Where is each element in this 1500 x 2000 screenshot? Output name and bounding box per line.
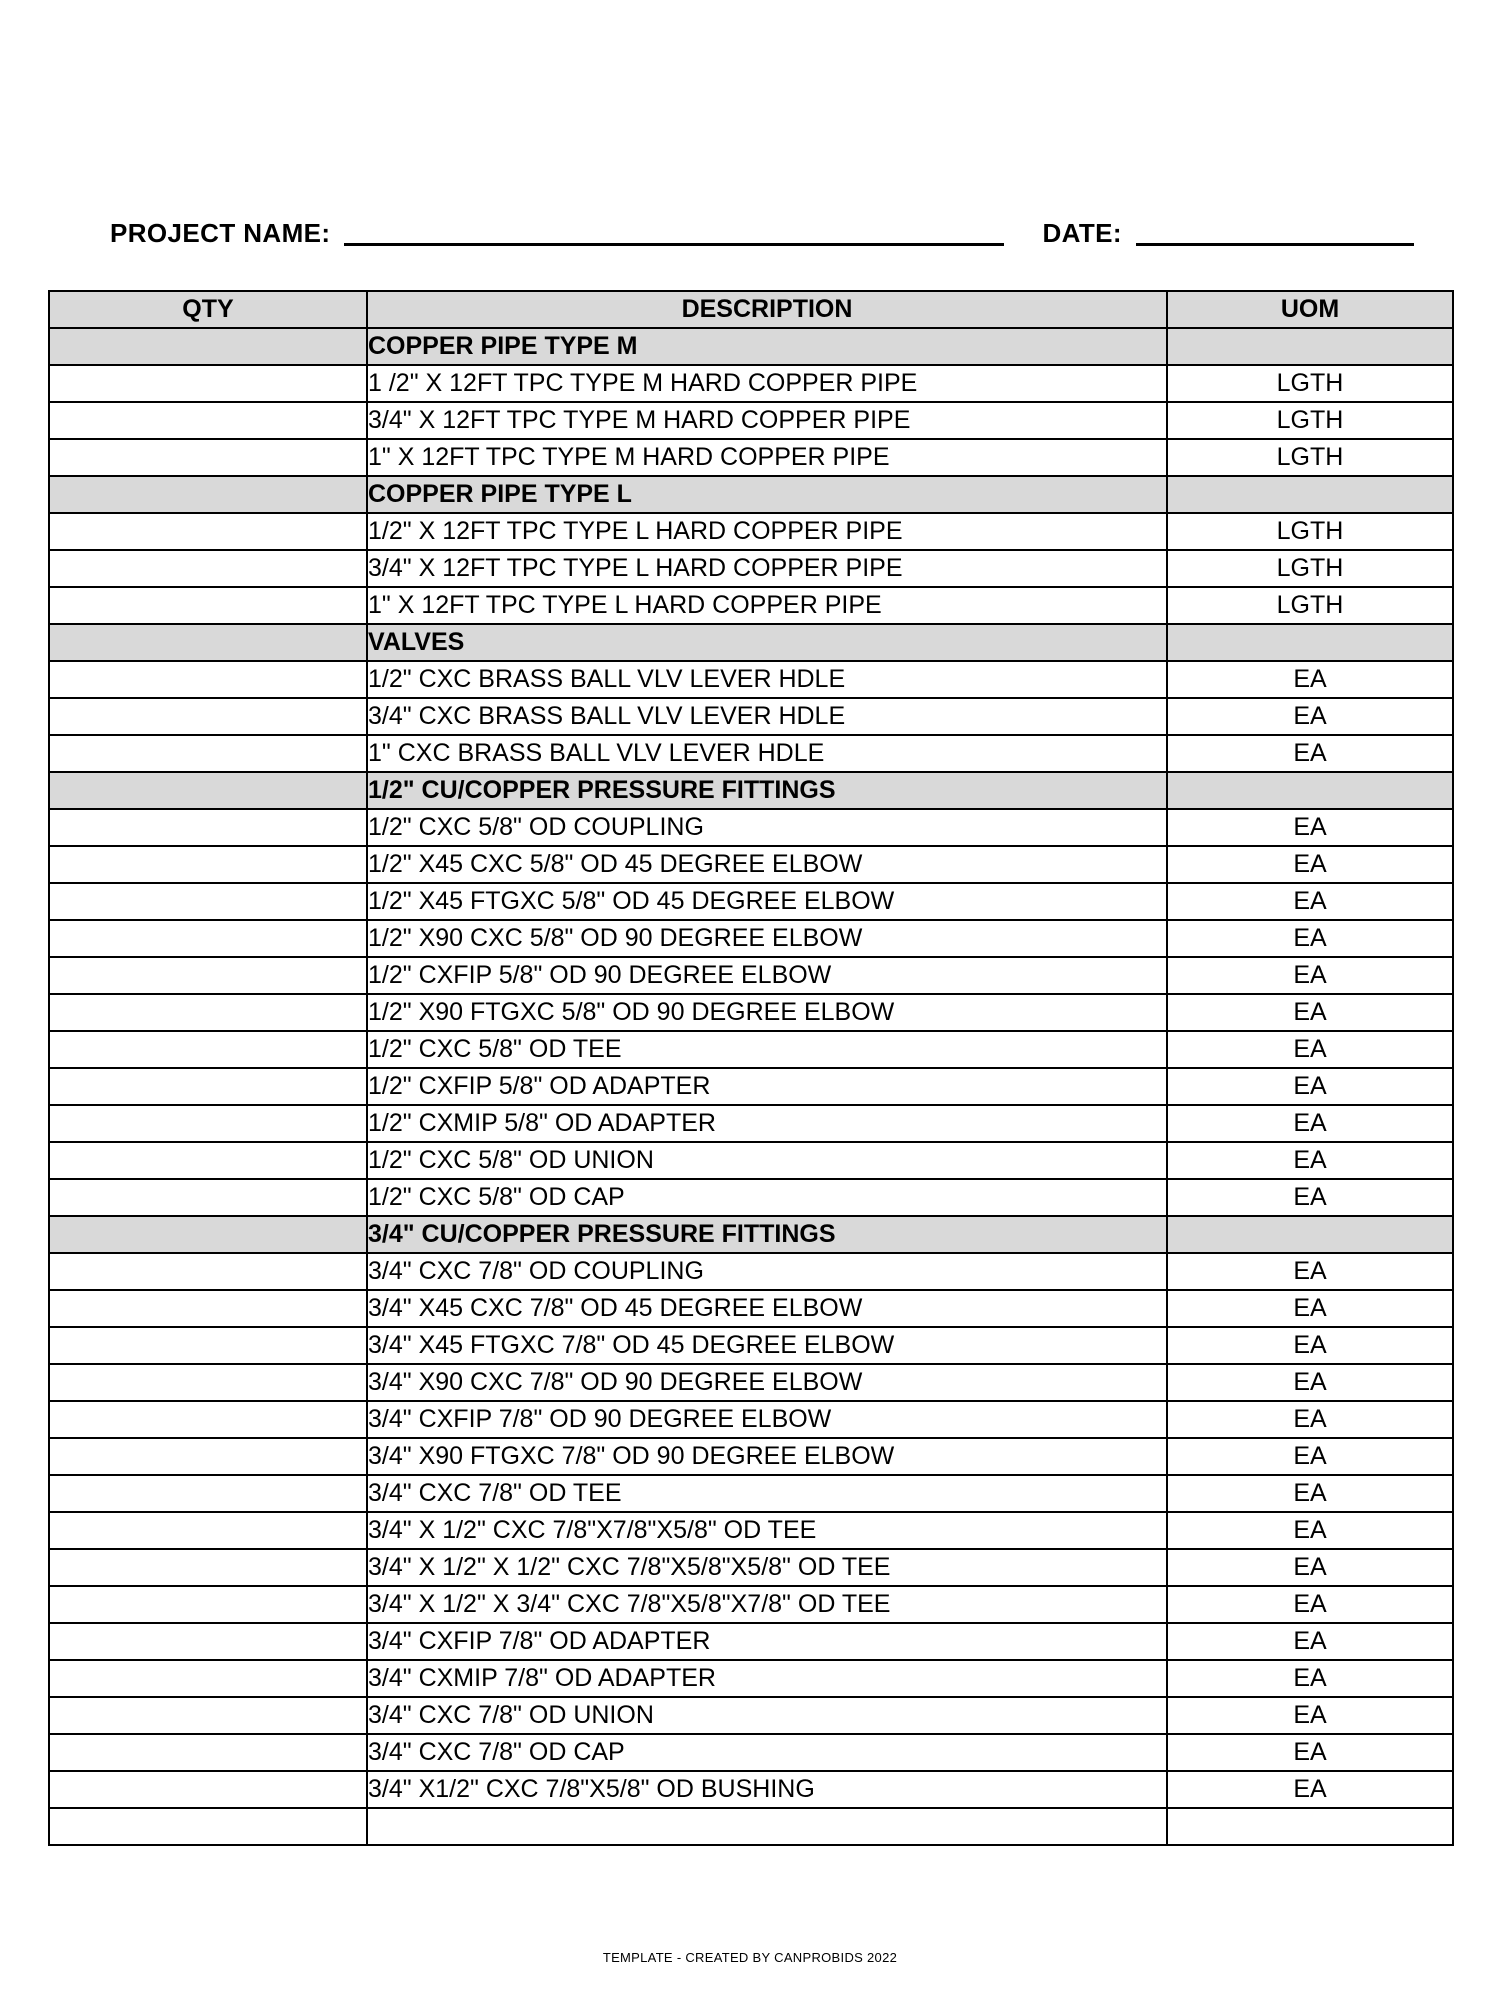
description-cell: 3/4" CXC 7/8" OD COUPLING xyxy=(367,1253,1167,1290)
table-row xyxy=(49,1549,1453,1586)
uom-cell: EA xyxy=(1167,1253,1453,1290)
uom-cell: EA xyxy=(1167,1364,1453,1401)
qty-cell[interactable] xyxy=(49,1364,367,1401)
table-row xyxy=(49,1697,1453,1734)
uom-cell: EA xyxy=(1167,1697,1453,1734)
table-row xyxy=(49,550,1453,587)
qty-cell[interactable] xyxy=(49,1179,367,1216)
uom-cell: EA xyxy=(1167,1031,1453,1068)
table-row xyxy=(49,1364,1453,1401)
qty-cell[interactable] xyxy=(49,1031,367,1068)
qty-cell[interactable] xyxy=(49,328,367,365)
table-row xyxy=(49,439,1453,476)
uom-cell: LGTH xyxy=(1167,365,1453,402)
qty-cell[interactable] xyxy=(49,550,367,587)
uom-cell: EA xyxy=(1167,1623,1453,1660)
uom-cell: EA xyxy=(1167,1549,1453,1586)
uom-cell: EA xyxy=(1167,1438,1453,1475)
qty-cell[interactable] xyxy=(49,661,367,698)
description-cell: 3/4" CXC 7/8" OD CAP xyxy=(367,1734,1167,1771)
uom-cell: EA xyxy=(1167,1105,1453,1142)
description-cell: 1" X 12FT TPC TYPE M HARD COPPER PIPE xyxy=(367,439,1167,476)
qty-cell[interactable] xyxy=(49,698,367,735)
qty-cell[interactable] xyxy=(49,439,367,476)
qty-cell[interactable] xyxy=(49,513,367,550)
uom-cell: LGTH xyxy=(1167,513,1453,550)
description-cell: 1/2" CXC 5/8" OD TEE xyxy=(367,1031,1167,1068)
qty-cell[interactable] xyxy=(49,1771,367,1808)
qty-cell[interactable] xyxy=(49,735,367,772)
qty-cell[interactable] xyxy=(49,1623,367,1660)
column-header-uom: UOM xyxy=(1167,291,1453,328)
table-row xyxy=(49,1734,1453,1771)
uom-cell: EA xyxy=(1167,735,1453,772)
table-section-row xyxy=(49,624,1453,661)
qty-cell[interactable] xyxy=(49,402,367,439)
qty-cell[interactable] xyxy=(49,994,367,1031)
qty-cell[interactable] xyxy=(49,1105,367,1142)
uom-cell: EA xyxy=(1167,920,1453,957)
description-cell: 3/4" X 12FT TPC TYPE M HARD COPPER PIPE xyxy=(367,402,1167,439)
qty-cell[interactable] xyxy=(49,1586,367,1623)
section-title-cell: 1/2" CU/COPPER PRESSURE FITTINGS xyxy=(367,772,1167,809)
description-cell: 3/4" X 1/2" CXC 7/8"X7/8"X5/8" OD TEE xyxy=(367,1512,1167,1549)
uom-cell: EA xyxy=(1167,1512,1453,1549)
description-cell: 1" X 12FT TPC TYPE L HARD COPPER PIPE xyxy=(367,587,1167,624)
table-row xyxy=(49,402,1453,439)
table-row xyxy=(49,1068,1453,1105)
table-row xyxy=(49,883,1453,920)
table-row xyxy=(49,1660,1453,1697)
description-cell: 1/2" X 12FT TPC TYPE L HARD COPPER PIPE xyxy=(367,513,1167,550)
description-cell: 1/2" CXC 5/8" OD CAP xyxy=(367,1179,1167,1216)
uom-cell: EA xyxy=(1167,994,1453,1031)
description-cell: 3/4" CXMIP 7/8" OD ADAPTER xyxy=(367,1660,1167,1697)
date-input-rule[interactable] xyxy=(1136,243,1414,246)
qty-cell[interactable] xyxy=(49,1253,367,1290)
uom-cell: EA xyxy=(1167,1068,1453,1105)
uom-cell: EA xyxy=(1167,1660,1453,1697)
table-row xyxy=(49,1290,1453,1327)
uom-cell xyxy=(1167,624,1453,661)
section-title-cell: COPPER PIPE TYPE M xyxy=(367,328,1167,365)
qty-cell[interactable] xyxy=(49,920,367,957)
table-section-row xyxy=(49,476,1453,513)
date-label: DATE: xyxy=(1042,218,1122,248)
table-section-row xyxy=(49,772,1453,809)
section-title-cell: 3/4" CU/COPPER PRESSURE FITTINGS xyxy=(367,1216,1167,1253)
table-row xyxy=(49,920,1453,957)
uom-cell: LGTH xyxy=(1167,550,1453,587)
description-cell: 3/4" CXC BRASS BALL VLV LEVER HDLE xyxy=(367,698,1167,735)
qty-cell[interactable] xyxy=(49,1290,367,1327)
qty-cell[interactable] xyxy=(49,476,367,513)
table-row xyxy=(49,365,1453,402)
uom-cell: EA xyxy=(1167,1327,1453,1364)
qty-cell[interactable] xyxy=(49,1068,367,1105)
uom-cell: EA xyxy=(1167,809,1453,846)
description-cell: 1/2" CXC 5/8" OD COUPLING xyxy=(367,809,1167,846)
qty-cell[interactable] xyxy=(49,1660,367,1697)
footer-note: TEMPLATE - CREATED BY CANPROBIDS 2022 xyxy=(602,1950,898,1965)
description-cell: 3/4" X90 FTGXC 7/8" OD 90 DEGREE ELBOW xyxy=(367,1438,1167,1475)
bill-of-materials-table xyxy=(48,290,1454,1846)
column-header-qty: QTY xyxy=(49,291,367,328)
table-row xyxy=(49,587,1453,624)
table-row xyxy=(49,1438,1453,1475)
description-cell: 1/2" CXC BRASS BALL VLV LEVER HDLE xyxy=(367,661,1167,698)
description-cell: 1/2" CXMIP 5/8" OD ADAPTER xyxy=(367,1105,1167,1142)
uom-cell: LGTH xyxy=(1167,402,1453,439)
qty-cell[interactable] xyxy=(49,1142,367,1179)
description-cell: 3/4" X45 CXC 7/8" OD 45 DEGREE ELBOW xyxy=(367,1290,1167,1327)
table-row xyxy=(49,1586,1453,1623)
uom-cell xyxy=(1167,476,1453,513)
uom-cell: EA xyxy=(1167,1179,1453,1216)
qty-cell[interactable] xyxy=(49,365,367,402)
project-name-input-rule[interactable] xyxy=(344,243,1004,246)
uom-cell: EA xyxy=(1167,1475,1453,1512)
table-row xyxy=(49,1105,1453,1142)
table-row xyxy=(49,735,1453,772)
uom-cell: EA xyxy=(1167,846,1453,883)
uom-cell: LGTH xyxy=(1167,439,1453,476)
table-row xyxy=(49,661,1453,698)
qty-cell[interactable] xyxy=(49,1401,367,1438)
description-cell: 3/4" X 12FT TPC TYPE L HARD COPPER PIPE xyxy=(367,550,1167,587)
description-cell: 3/4" CXC 7/8" OD TEE xyxy=(367,1475,1167,1512)
qty-cell[interactable] xyxy=(49,587,367,624)
section-title-cell: VALVES xyxy=(367,624,1167,661)
description-cell: 3/4" X 1/2" X 3/4" CXC 7/8"X5/8"X7/8" OD TEE xyxy=(367,1586,1167,1623)
qty-cell[interactable] xyxy=(49,1512,367,1549)
qty-cell[interactable] xyxy=(49,1216,367,1253)
uom-cell: EA xyxy=(1167,1734,1453,1771)
table-row xyxy=(49,846,1453,883)
description-cell: 1 /2" X 12FT TPC TYPE M HARD COPPER PIPE xyxy=(367,365,1167,402)
description-cell: 3/4" CXC 7/8" OD UNION xyxy=(367,1697,1167,1734)
qty-cell[interactable] xyxy=(49,1475,367,1512)
table-section-row xyxy=(49,1216,1453,1253)
table-row xyxy=(49,1179,1453,1216)
description-cell: 1/2" X90 FTGXC 5/8" OD 90 DEGREE ELBOW xyxy=(367,994,1167,1031)
uom-cell: EA xyxy=(1167,1290,1453,1327)
table-row xyxy=(49,1808,1453,1845)
description-cell: 1/2" CXC 5/8" OD UNION xyxy=(367,1142,1167,1179)
table-row xyxy=(49,994,1453,1031)
description-cell: 1/2" X90 CXC 5/8" OD 90 DEGREE ELBOW xyxy=(367,920,1167,957)
uom-cell: EA xyxy=(1167,1142,1453,1179)
description-cell: 1" CXC BRASS BALL VLV LEVER HDLE xyxy=(367,735,1167,772)
table-row xyxy=(49,513,1453,550)
description-cell: 3/4" X45 FTGXC 7/8" OD 45 DEGREE ELBOW xyxy=(367,1327,1167,1364)
description-cell: 3/4" X90 CXC 7/8" OD 90 DEGREE ELBOW xyxy=(367,1364,1167,1401)
uom-cell: EA xyxy=(1167,698,1453,735)
section-title-cell: COPPER PIPE TYPE L xyxy=(367,476,1167,513)
qty-cell[interactable] xyxy=(49,883,367,920)
description-cell: 3/4" X1/2" CXC 7/8"X5/8" OD BUSHING xyxy=(367,1771,1167,1808)
uom-cell: EA xyxy=(1167,957,1453,994)
table-row xyxy=(49,1253,1453,1290)
description-cell xyxy=(367,1808,1167,1845)
table-row xyxy=(49,809,1453,846)
uom-cell: EA xyxy=(1167,1771,1453,1808)
qty-cell[interactable] xyxy=(49,846,367,883)
uom-cell: LGTH xyxy=(1167,587,1453,624)
table-header-row xyxy=(49,291,1453,328)
description-cell: 1/2" CXFIP 5/8" OD 90 DEGREE ELBOW xyxy=(367,957,1167,994)
qty-cell[interactable] xyxy=(49,1438,367,1475)
column-header-description: DESCRIPTION xyxy=(367,291,1167,328)
description-cell: 1/2" X45 FTGXC 5/8" OD 45 DEGREE ELBOW xyxy=(367,883,1167,920)
qty-cell[interactable] xyxy=(49,1734,367,1771)
table-row xyxy=(49,1771,1453,1808)
table-row xyxy=(49,1512,1453,1549)
uom-cell xyxy=(1167,1808,1453,1845)
qty-cell[interactable] xyxy=(49,624,367,661)
table-row xyxy=(49,698,1453,735)
table-row xyxy=(49,1327,1453,1364)
form-header xyxy=(110,208,1450,248)
qty-cell[interactable] xyxy=(49,1327,367,1364)
table-body xyxy=(49,328,1453,1845)
qty-cell[interactable] xyxy=(49,809,367,846)
table-header xyxy=(49,291,1453,328)
description-cell: 3/4" CXFIP 7/8" OD 90 DEGREE ELBOW xyxy=(367,1401,1167,1438)
description-cell: 1/2" CXFIP 5/8" OD ADAPTER xyxy=(367,1068,1167,1105)
description-cell: 3/4" CXFIP 7/8" OD ADAPTER xyxy=(367,1623,1167,1660)
project-name-label: PROJECT NAME: xyxy=(110,218,331,248)
uom-cell xyxy=(1167,328,1453,365)
table-section-row xyxy=(49,328,1453,365)
table-row xyxy=(49,1401,1453,1438)
uom-cell: EA xyxy=(1167,1401,1453,1438)
qty-cell[interactable] xyxy=(49,957,367,994)
qty-cell[interactable] xyxy=(49,1549,367,1586)
uom-cell: EA xyxy=(1167,1586,1453,1623)
uom-cell xyxy=(1167,1216,1453,1253)
uom-cell: EA xyxy=(1167,883,1453,920)
description-cell: 3/4" X 1/2" X 1/2" CXC 7/8"X5/8"X5/8" OD TEE xyxy=(367,1549,1167,1586)
qty-cell[interactable] xyxy=(49,1697,367,1734)
table-row xyxy=(49,957,1453,994)
table-row xyxy=(49,1623,1453,1660)
uom-cell: EA xyxy=(1167,661,1453,698)
uom-cell xyxy=(1167,772,1453,809)
table-row xyxy=(49,1142,1453,1179)
qty-cell[interactable] xyxy=(49,1808,367,1845)
qty-cell[interactable] xyxy=(49,772,367,809)
description-cell: 1/2" X45 CXC 5/8" OD 45 DEGREE ELBOW xyxy=(367,846,1167,883)
table-row xyxy=(49,1031,1453,1068)
table-row xyxy=(49,1475,1453,1512)
